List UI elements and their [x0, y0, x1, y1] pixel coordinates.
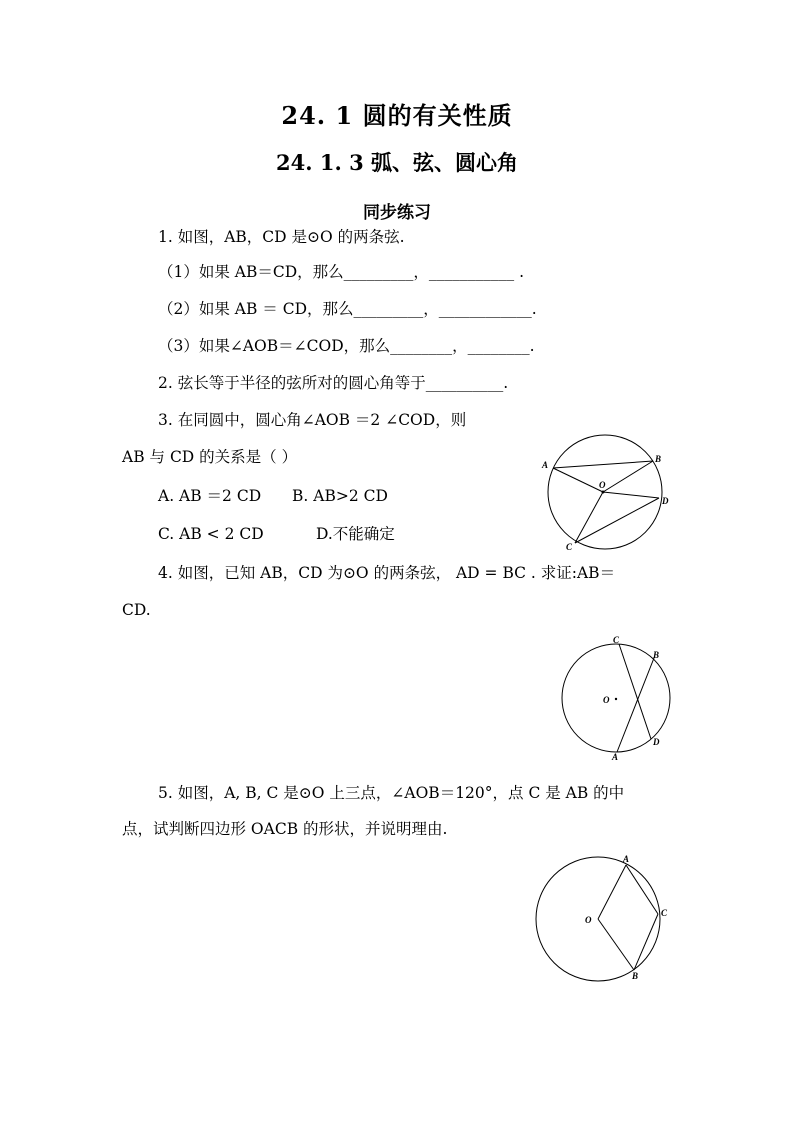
label-d: D [662, 496, 669, 506]
label-b: B [632, 971, 639, 981]
segment-oa [598, 865, 626, 919]
label-a: A [542, 460, 549, 470]
q1-stem: 1. 如图，AB，CD 是⊙O 的两条弦. [158, 228, 405, 246]
q3-option-b: B. AB>2 CD [292, 487, 388, 505]
q5-text-cont: 点，试判断四边形 OACB 的形状，并说明理由. [122, 820, 448, 838]
q2-text: 2. 弦长等于半径的弦所对的圆心角等于__________. [158, 374, 509, 392]
q3-option-d: D.不能确定 [316, 525, 395, 543]
q5-text: 5. 如图，A, B, C 是⊙O 上三点，∠AOB＝120°，点 C 是 AB 的中 [158, 784, 625, 802]
q3-option-c: C. AB < 2 CD [158, 525, 264, 543]
center-point [602, 491, 605, 494]
q4-text: 4. 如图，已知 AB，CD 为⊙O 的两条弦， AD = BC . 求证:AB＝ [158, 564, 616, 582]
figure-q3 [535, 432, 685, 556]
label-c: C [613, 635, 620, 645]
chord-ab [553, 461, 653, 468]
q3-stem: 3. 在同圆中，圆心角∠AOB ＝2 ∠COD，则 [158, 411, 467, 429]
exercise-heading: 同步练习 [363, 203, 431, 223]
label-o: O [599, 480, 606, 490]
page-title: 24. 1 圆的有关性质 [281, 101, 513, 130]
label-a: A [612, 752, 619, 760]
radius-ob [603, 461, 653, 492]
label-o: O [585, 915, 592, 925]
label-d: D [653, 737, 660, 747]
q3-stem-cont: AB 与 CD 的关系是（ ） [122, 448, 298, 466]
figure-q5 [530, 852, 680, 986]
segment-ac [626, 865, 658, 914]
label-o: O [603, 695, 610, 705]
q1-part1: （1）如果 AB＝CD，那么_________，___________ . [158, 263, 525, 281]
figure-q4 [555, 632, 675, 760]
segment-cb [634, 914, 658, 970]
q1-part2: （2）如果 AB ＝ CD，那么_________，____________. [158, 300, 537, 318]
label-a: A [623, 854, 630, 864]
chord-ab [617, 658, 654, 752]
radius-od [603, 492, 659, 498]
label-c: C [566, 542, 573, 552]
center-point [615, 698, 617, 700]
q1-part3: （3）如果∠AOB＝∠COD，那么________，________. [158, 337, 535, 355]
section-subtitle: 24. 1. 3 弧、弦、圆心角 [275, 150, 518, 175]
segment-bo [598, 919, 634, 970]
chord-cd [619, 644, 651, 739]
q4-text-cont: CD. [122, 601, 151, 619]
q3-option-a: A. AB ＝2 CD [158, 487, 262, 505]
label-c: C [661, 908, 668, 918]
label-b: B [655, 454, 662, 464]
radius-oa [553, 468, 603, 492]
label-b: B [653, 650, 660, 660]
